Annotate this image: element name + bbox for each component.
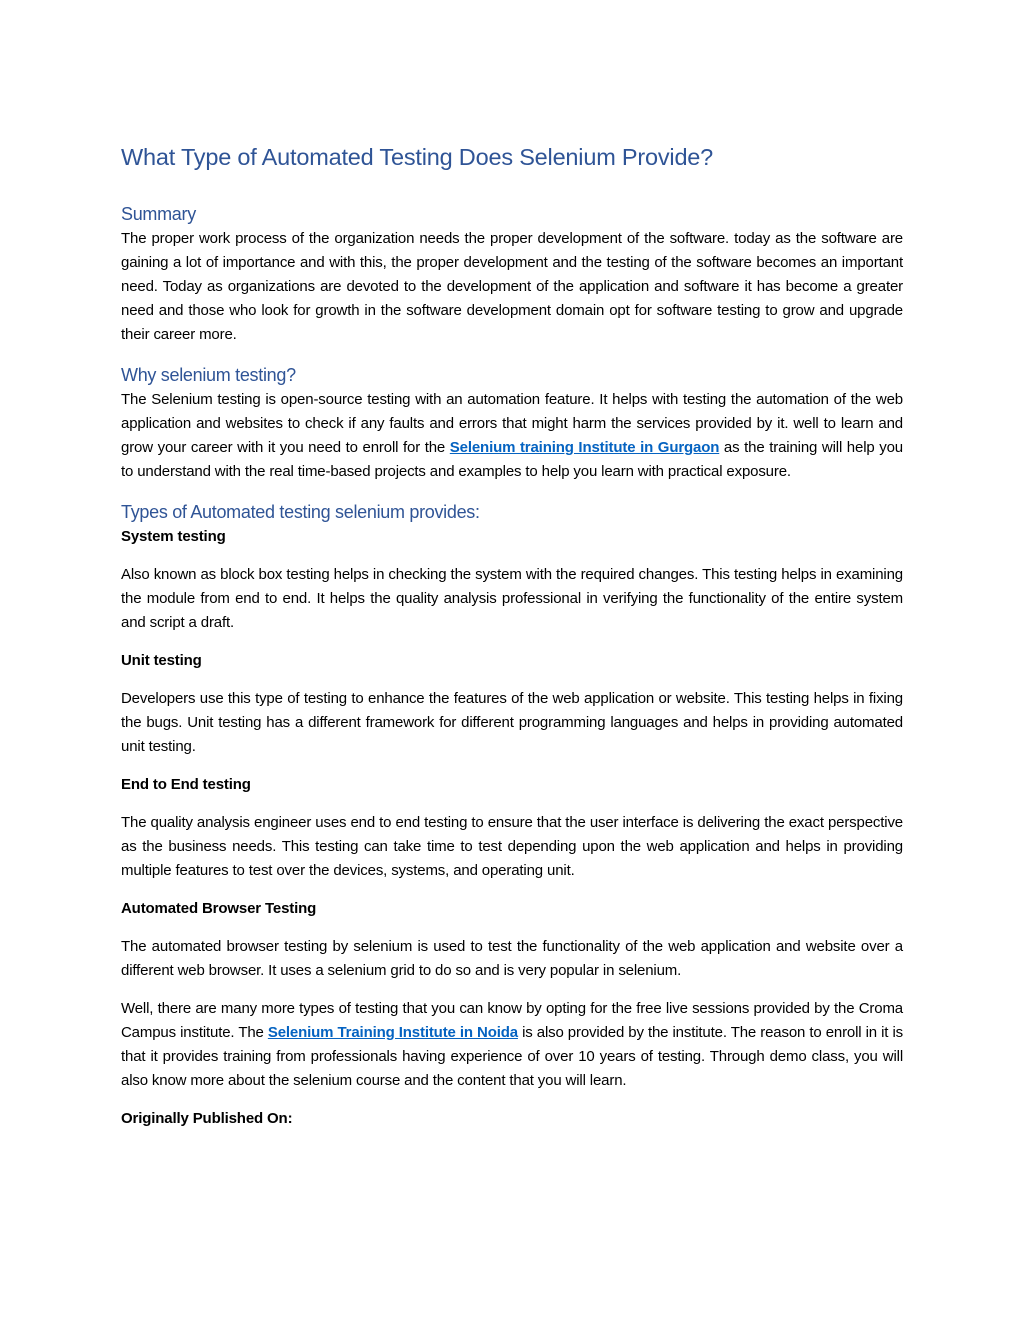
unit-testing-paragraph: Developers use this type of testing to enhance the features of the web application or website. This testing helps in fixing the bugs. Unit testing has a different framework for different programming languages and helps in providing automated unit testing. bbox=[121, 690, 903, 755]
document-page bbox=[121, 141, 903, 1131]
system-testing-title: System testing bbox=[121, 528, 226, 545]
e2e-testing-paragraph: The quality analysis engineer uses end to end testing to ensure that the user interface is delivering the exact perspective as the business needs. This testing can take time to test depending upon the web application and helps in providing multiple features to test over the devices, systems, and operating unit. bbox=[121, 814, 903, 879]
why-heading: Why selenium testing? bbox=[121, 365, 296, 385]
closing-text-after: is also provided by the institute. The reason to enroll in it is that it provides training from professionals having experience of over 10 years of testing. Through demo class, you will also know more about the selenium course and the content that you will learn. bbox=[121, 1024, 903, 1089]
summary-heading: Summary bbox=[121, 204, 196, 224]
why-text-before: The Selenium testing is open-source testing with an automation feature. It helps with testing the automation of the web application and websites to check if any faults and errors that might harm the services provided by it. well to learn and grow your career with it you need to enroll for the bbox=[121, 391, 903, 456]
summary-paragraph: The proper work process of the organization needs the proper development of the software. today as the software are gaining a lot of importance and with this, the proper development and the testing of the software becomes an important need. Today as organizations are devoted to the development of the application and software it has become a greater need and those who look for growth in the software development domain opt for software testing to grow and upgrade their career more. bbox=[121, 230, 903, 343]
selenium-noida-link[interactable]: Selenium Training Institute in Noida bbox=[267, 1024, 518, 1041]
selenium-gurgaon-link[interactable]: Selenium training Institute in Gurgaon bbox=[449, 439, 720, 456]
browser-testing-paragraph: The automated browser testing by selenium is used to test the functionality of the web application and website over a different web browser. It uses a selenium grid to do so and is very popular in selenium. bbox=[121, 938, 903, 979]
e2e-testing-title: End to End testing bbox=[121, 776, 251, 793]
unit-testing-title: Unit testing bbox=[121, 652, 202, 669]
closing-paragraph bbox=[121, 997, 903, 1093]
system-testing-paragraph: Also known as block box testing helps in checking the system with the required changes. This testing helps in examining the module from end to end. It helps the quality analysis professional in verifying the functionality of the entire system and script a draft. bbox=[121, 566, 903, 631]
browser-testing-title: Automated Browser Testing bbox=[121, 900, 317, 917]
closing-text-before: Well, there are many more types of testing that you can know by opting for the free live sessions provided by the Croma Campus institute. The bbox=[121, 1000, 903, 1041]
types-heading: Types of Automated testing selenium provides: bbox=[121, 502, 480, 522]
why-text-after: as the training will help you to understand with the real time-based projects and examples to help you learn with practical exposure. bbox=[121, 439, 903, 480]
originally-published-label: Originally Published On: bbox=[121, 1110, 293, 1127]
why-paragraph bbox=[121, 388, 903, 484]
document-title: What Type of Automated Testing Does Selenium Provide? bbox=[121, 144, 714, 170]
